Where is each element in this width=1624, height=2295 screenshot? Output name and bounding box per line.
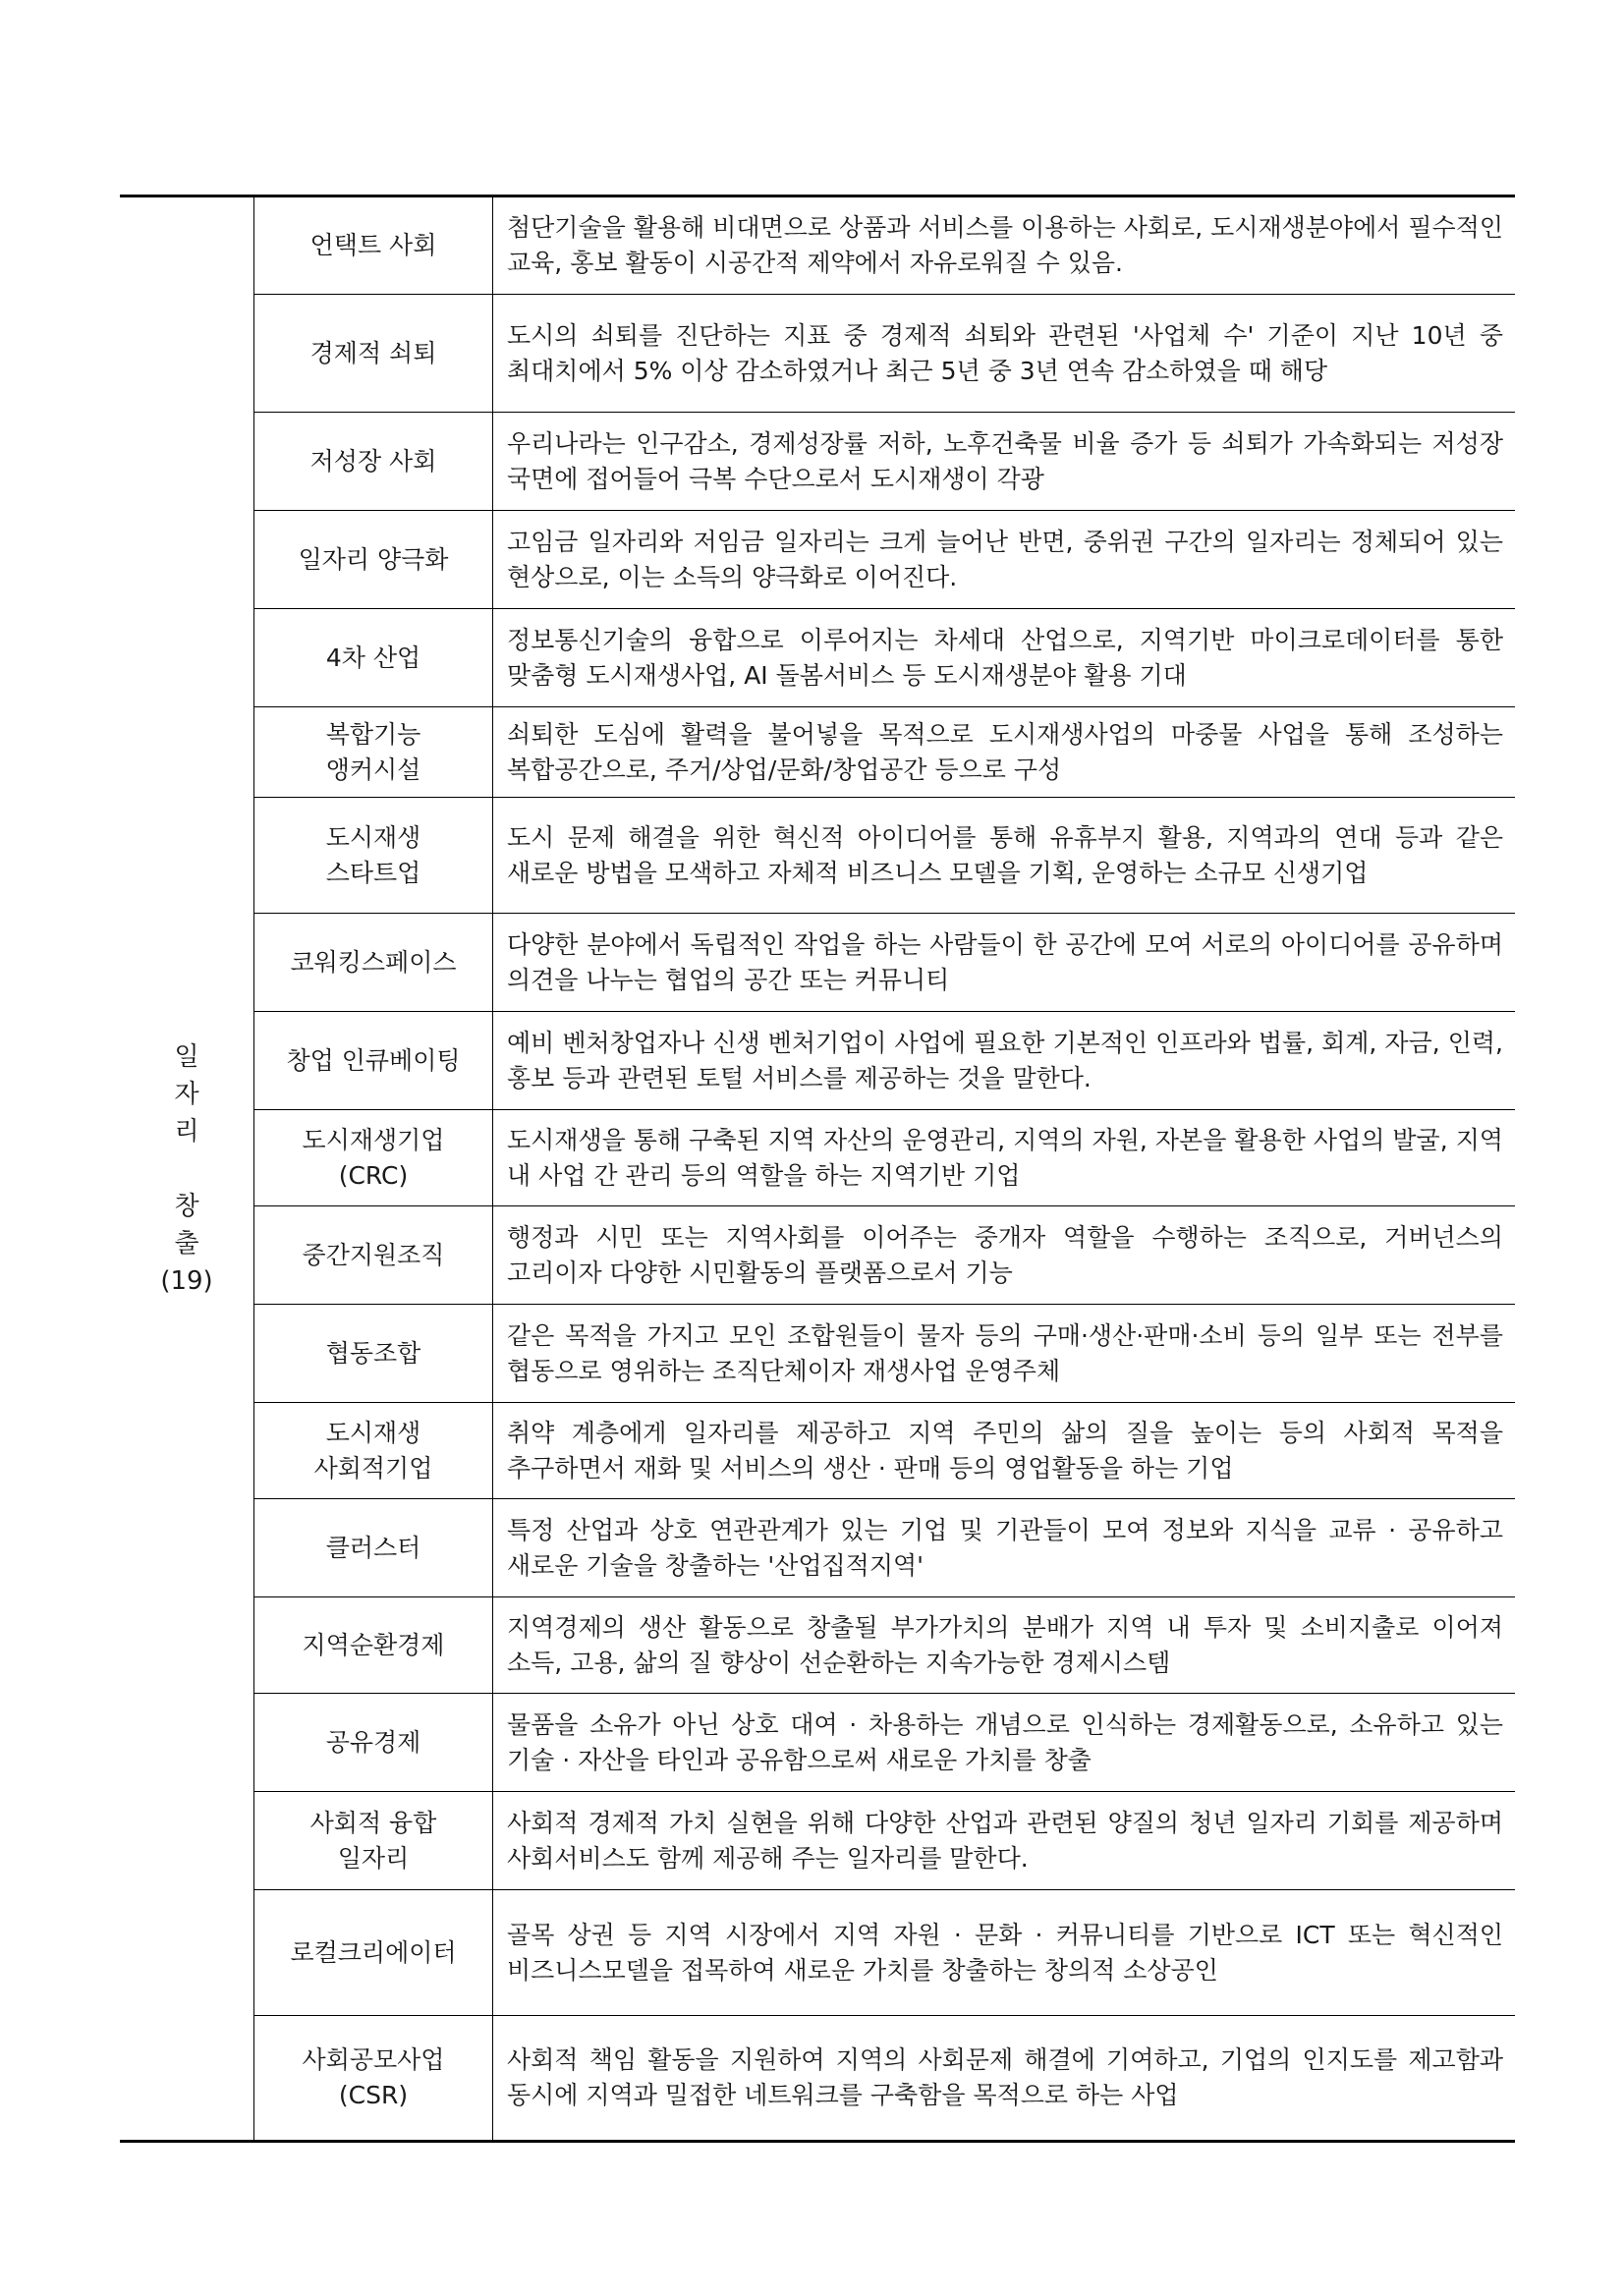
term-cell: 도시재생 사회적기업	[254, 1403, 493, 1499]
glossary-row	[120, 798, 1515, 914]
glossary-row	[120, 1403, 1515, 1499]
definition-cell: 쇠퇴한 도심에 활력을 불어넣을 목적으로 도시재생사업의 마중물 사업을 통해 조성하는 복합공간으로, 주거/상업/문화/창업공간 등으로 구성	[493, 707, 1516, 798]
glossary-body	[120, 196, 1515, 2142]
definition-cell: 정보통신기술의 융합으로 이루어지는 차세대 산업으로, 지역기반 마이크로데이터를 통한 맞춤형 도시재생사업, AI 돌봄서비스 등 도시재생분야 활용 기대	[493, 609, 1516, 707]
glossary-row	[120, 1890, 1515, 2016]
term-cell: 저성장 사회	[254, 413, 493, 511]
glossary-row	[120, 511, 1515, 609]
term-cell: 도시재생 스타트업	[254, 798, 493, 914]
term-cell: 공유경제	[254, 1694, 493, 1792]
term-cell: 도시재생기업 (CRC)	[254, 1110, 493, 1206]
term-cell: 지역순환경제	[254, 1597, 493, 1694]
glossary-row	[120, 196, 1515, 295]
term-cell: 경제적 쇠퇴	[254, 295, 493, 413]
term-cell: 사회적 융합 일자리	[254, 1792, 493, 1890]
glossary-row	[120, 2016, 1515, 2142]
term-cell: 코워킹스페이스	[254, 914, 493, 1012]
glossary-row	[120, 707, 1515, 798]
definition-cell: 다양한 분야에서 독립적인 작업을 하는 사람들이 한 공간에 모여 서로의 아이디어를 공유하며 의견을 나누는 협업의 공간 또는 커뮤니티	[493, 914, 1516, 1012]
glossary-row	[120, 1012, 1515, 1110]
term-cell: 복합기능 앵커시설	[254, 707, 493, 798]
definition-cell: 사회적 책임 활동을 지원하여 지역의 사회문제 해결에 기여하고, 기업의 인지도를 제고함과 동시에 지역과 밀접한 네트워크를 구축함을 목적으로 하는 사업	[493, 2016, 1516, 2142]
term-cell: 협동조합	[254, 1305, 493, 1403]
glossary-row	[120, 1694, 1515, 1792]
definition-cell: 특정 산업과 상호 연관관계가 있는 기업 및 기관들이 모여 정보와 지식을 교류 · 공유하고 새로운 기술을 창출하는 '산업집적지역'	[493, 1499, 1516, 1597]
glossary-row	[120, 1110, 1515, 1206]
definition-cell: 물품을 소유가 아닌 상호 대여 · 차용하는 개념으로 인식하는 경제활동으로, 소유하고 있는 기술 · 자산을 타인과 공유함으로써 새로운 가치를 창출	[493, 1694, 1516, 1792]
term-cell: 4차 산업	[254, 609, 493, 707]
term-cell: 로컬크리에이터	[254, 1890, 493, 2016]
category-label: 일 자 리 창 출 (19)	[160, 1041, 213, 1296]
definition-cell: 사회적 경제적 가치 실현을 위해 다양한 산업과 관련된 양질의 청년 일자리 기회를 제공하며 사회서비스도 함께 제공해 주는 일자리를 말한다.	[493, 1792, 1516, 1890]
term-cell: 중간지원조직	[254, 1206, 493, 1305]
definition-cell: 예비 벤처창업자나 신생 벤처기업이 사업에 필요한 기본적인 인프라와 법률, 회계, 자금, 인력, 홍보 등과 관련된 토털 서비스를 제공하는 것을 말한다.	[493, 1012, 1516, 1110]
definition-cell: 도시 문제 해결을 위한 혁신적 아이디어를 통해 유휴부지 활용, 지역과의 연대 등과 같은 새로운 방법을 모색하고 자체적 비즈니스 모델을 기획, 운영하는 소규모 신생기업	[493, 798, 1516, 914]
term-cell: 일자리 양극화	[254, 511, 493, 609]
definition-cell: 골목 상권 등 지역 시장에서 지역 자원 · 문화 · 커뮤니티를 기반으로 ICT 또는 혁신적인 비즈니스모델을 접목하여 새로운 가치를 창출하는 창의적 소상공인	[493, 1890, 1516, 2016]
glossary-row	[120, 1597, 1515, 1694]
glossary-row	[120, 1206, 1515, 1305]
glossary-row	[120, 914, 1515, 1012]
definition-cell: 도시재생을 통해 구축된 지역 자산의 운영관리, 지역의 자원, 자본을 활용한 사업의 발굴, 지역 내 사업 간 관리 등의 역할을 하는 지역기반 기업	[493, 1110, 1516, 1206]
definition-cell: 도시의 쇠퇴를 진단하는 지표 중 경제적 쇠퇴와 관련된 '사업체 수' 기준이 지난 10년 중 최대치에서 5% 이상 감소하였거나 최근 5년 중 3년 연속 감소하였을 때 해당	[493, 295, 1516, 413]
term-cell: 창업 인큐베이팅	[254, 1012, 493, 1110]
definition-cell: 행정과 시민 또는 지역사회를 이어주는 중개자 역할을 수행하는 조직으로, 거버넌스의 고리이자 다양한 시민활동의 플랫폼으로서 기능	[493, 1206, 1516, 1305]
term-cell: 사회공모사업 (CSR)	[254, 2016, 493, 2142]
definition-cell: 첨단기술을 활용해 비대면으로 상품과 서비스를 이용하는 사회로, 도시재생분야에서 필수적인 교육, 홍보 활동이 시공간적 제약에서 자유로워질 수 있음.	[493, 196, 1516, 295]
term-cell: 클러스터	[254, 1499, 493, 1597]
term-cell: 언택트 사회	[254, 196, 493, 295]
glossary-row	[120, 413, 1515, 511]
definition-cell: 우리나라는 인구감소, 경제성장률 저하, 노후건축물 비율 증가 등 쇠퇴가 가속화되는 저성장 국면에 접어들어 극복 수단으로서 도시재생이 각광	[493, 413, 1516, 511]
glossary-row	[120, 1305, 1515, 1403]
definition-cell: 같은 목적을 가지고 모인 조합원들이 물자 등의 구매·생산·판매·소비 등의 일부 또는 전부를 협동으로 영위하는 조직단체이자 재생사업 운영주체	[493, 1305, 1516, 1403]
category-cell	[120, 196, 254, 2142]
glossary-table	[120, 195, 1515, 2143]
glossary-row	[120, 609, 1515, 707]
definition-cell: 취약 계층에게 일자리를 제공하고 지역 주민의 삶의 질을 높이는 등의 사회적 목적을 추구하면서 재화 및 서비스의 생산 · 판매 등의 영업활동을 하는 기업	[493, 1403, 1516, 1499]
glossary-row	[120, 295, 1515, 413]
glossary-row	[120, 1792, 1515, 1890]
glossary-row	[120, 1499, 1515, 1597]
definition-cell: 지역경제의 생산 활동으로 창출될 부가가치의 분배가 지역 내 투자 및 소비지출로 이어져 소득, 고용, 삶의 질 향상이 선순환하는 지속가능한 경제시스템	[493, 1597, 1516, 1694]
definition-cell: 고임금 일자리와 저임금 일자리는 크게 늘어난 반면, 중위권 구간의 일자리는 정체되어 있는 현상으로, 이는 소득의 양극화로 이어진다.	[493, 511, 1516, 609]
